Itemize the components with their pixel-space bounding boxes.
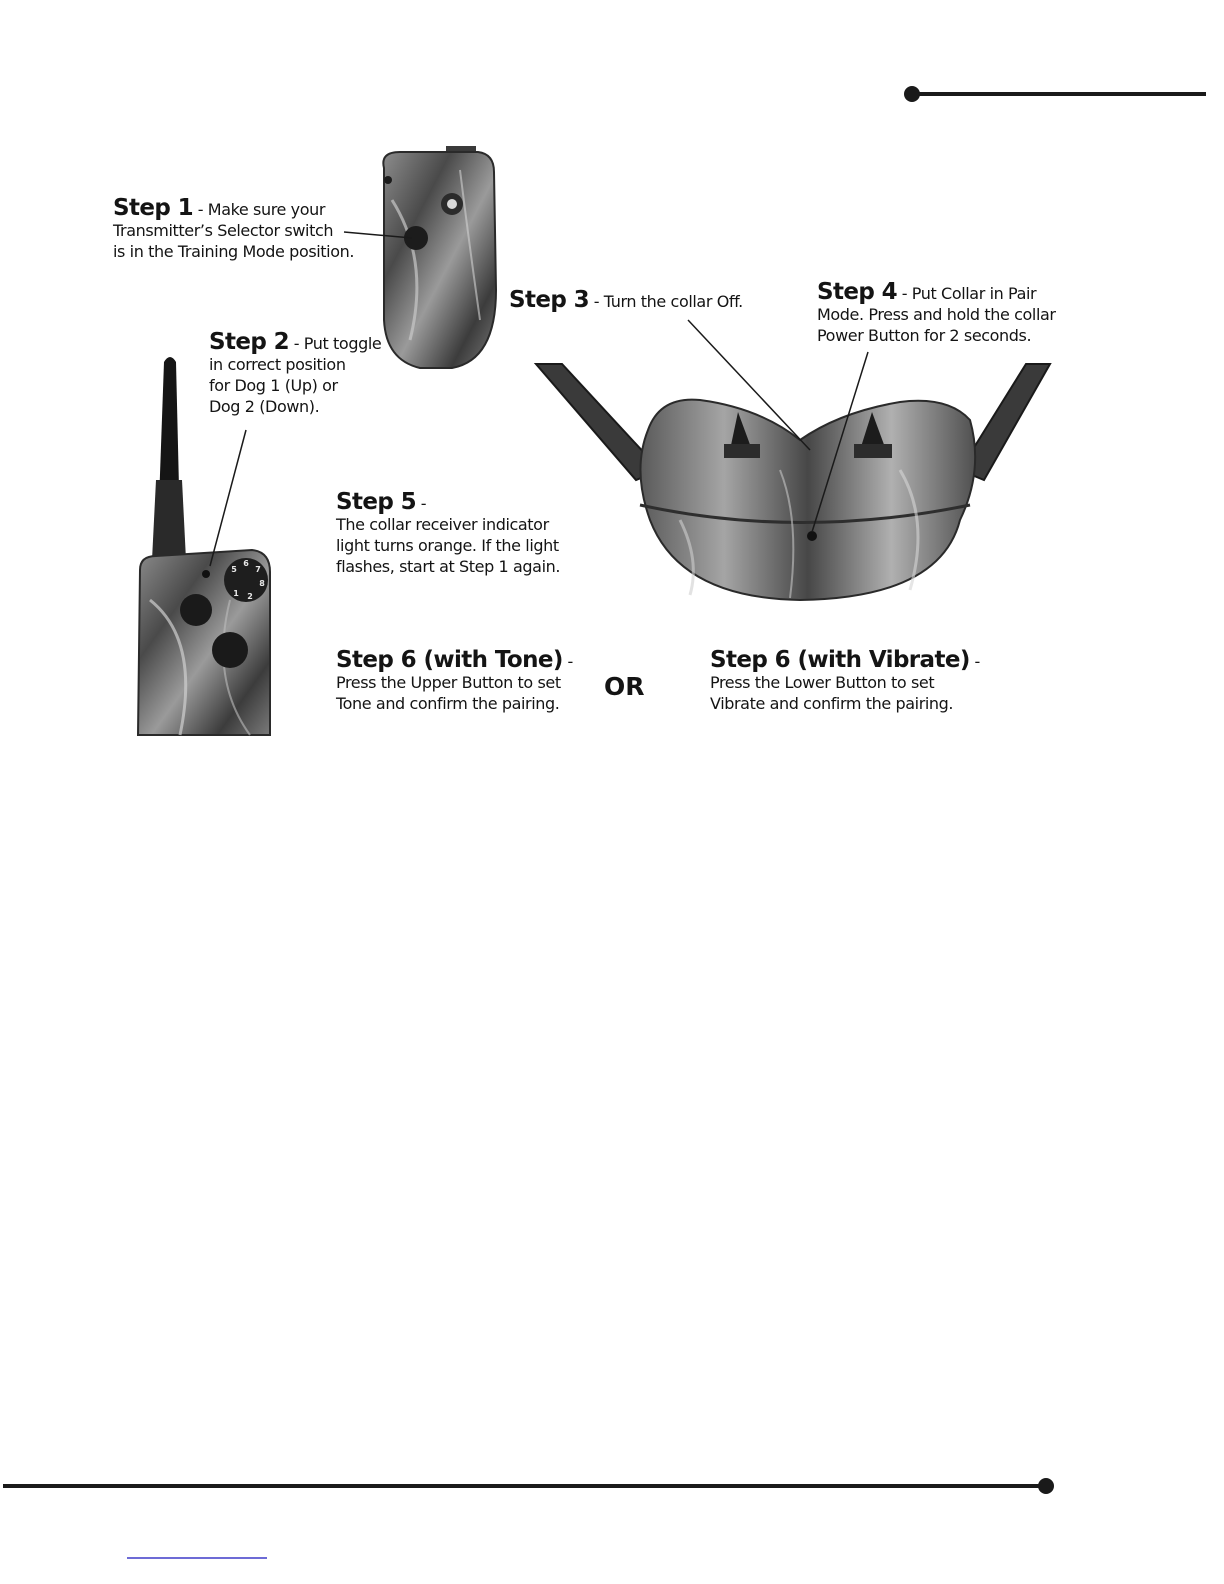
step-5-lead: - — [416, 494, 427, 513]
dial-number: 1 — [233, 589, 239, 598]
step-2-line: Dog 2 (Down). — [209, 397, 320, 416]
step-1-lead: - Make sure your — [193, 200, 326, 219]
step-2 — [209, 329, 382, 417]
step-5-line: flashes, start at Step 1 again. — [336, 557, 561, 576]
dial-number: 6 — [243, 559, 249, 568]
dial-number: 5 — [231, 565, 237, 574]
step-2-lead: - Put toggle — [289, 334, 382, 353]
step-5 — [336, 489, 561, 577]
step-6-vibrate-line: Vibrate and confirm the pairing. — [710, 694, 954, 713]
footer-link-underline[interactable] — [127, 1557, 267, 1559]
dial-number: 2 — [247, 592, 253, 601]
step-6-tone-lead: - — [562, 652, 573, 671]
dial-number: 8 — [259, 579, 265, 588]
pairing-illustration — [0, 0, 1224, 760]
step-6-vibrate-line: Press the Lower Button to set — [710, 673, 935, 692]
step-6-vibrate-lead: - — [969, 652, 980, 671]
step-6-vibrate — [710, 647, 980, 714]
step-5-title: Step 5 — [336, 489, 417, 515]
step-6-vibrate-title: Step 6 (with Vibrate) — [710, 647, 970, 673]
step-4-line: Power Button for 2 seconds. — [817, 326, 1032, 345]
step-6-tone-line: Press the Upper Button to set — [336, 673, 561, 692]
step-1 — [113, 195, 355, 262]
step-2-line: for Dog 1 (Up) or — [209, 376, 338, 395]
step-6-tone — [336, 647, 573, 714]
step-4 — [817, 279, 1056, 346]
step-3-lead: - Turn the collar Off. — [589, 292, 743, 311]
footer-rule — [3, 1484, 1047, 1488]
step-4-title: Step 4 — [817, 279, 898, 305]
step-5-line: The collar receiver indicator — [336, 515, 549, 534]
step-1-line: Transmitter’s Selector switch — [113, 221, 334, 240]
or-label: OR — [604, 672, 645, 701]
step-2-line: in correct position — [209, 355, 346, 374]
footer-rule-dot — [1038, 1478, 1054, 1494]
dial-number: 7 — [255, 565, 261, 574]
step-2-title: Step 2 — [209, 329, 290, 355]
step-1-line: is in the Training Mode position. — [113, 242, 355, 261]
step-3-title: Step 3 — [509, 287, 590, 313]
transmitter-rear-icon — [383, 146, 496, 368]
step-6-tone-line: Tone and confirm the pairing. — [336, 694, 560, 713]
step-4-lead: - Put Collar in Pair — [897, 284, 1037, 303]
step-4-line: Mode. Press and hold the collar — [817, 305, 1056, 324]
step-6-tone-title: Step 6 (with Tone) — [336, 647, 563, 673]
collar-receiver-icon — [536, 364, 1050, 600]
step-5-line: light turns orange. If the light — [336, 536, 559, 555]
step-3 — [509, 287, 743, 313]
step-1-title: Step 1 — [113, 195, 194, 221]
